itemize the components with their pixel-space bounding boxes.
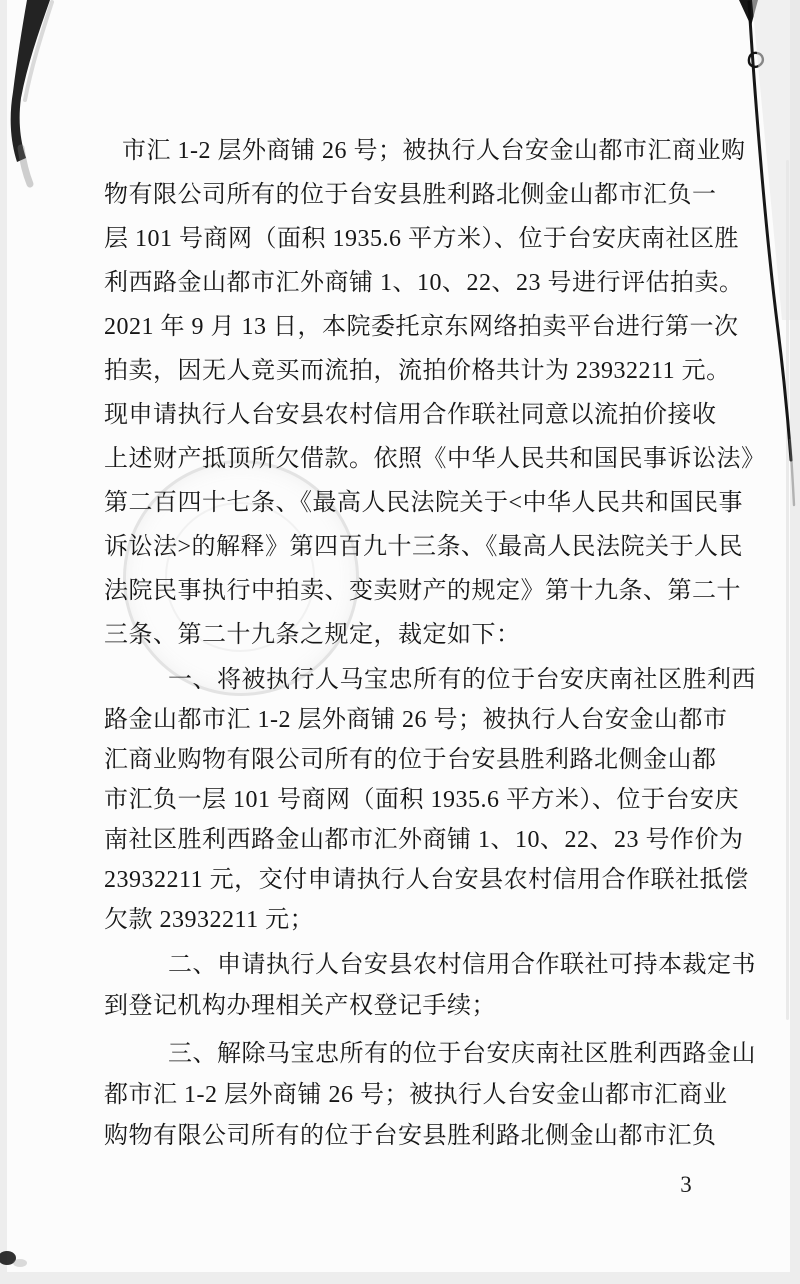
paragraph	[104, 660, 756, 940]
paragraph	[104, 945, 756, 1027]
text-line: 现申请执行人台安县农村信用合作联社同意以流拍价接收	[104, 402, 717, 428]
text-line: 欠款 23932211 元；	[104, 907, 315, 933]
text-line: 诉讼法>的解释》第四百九十三条、《最高人民法院关于人民	[104, 534, 744, 560]
text-line: 购物有限公司所有的位于台安县胜利路北侧金山都市汇负	[104, 1123, 717, 1149]
text-line: 上述财产抵顶所欠借款。依照《中华人民共和国民事诉讼法》	[104, 446, 766, 472]
text-line: 市汇 1-2 层外商铺 26 号；被执行人台安金山都市汇商业购	[122, 138, 746, 164]
text-line: 三条、第二十九条之规定，裁定如下：	[104, 622, 521, 648]
text-line: 南社区胜利西路金山都市汇外商铺 1、10、22、23 号作价为	[104, 827, 744, 853]
text-line: 三、解除马宝忠所有的位于台安庆南社区胜利西路金山	[168, 1041, 756, 1067]
text-line: 二、申请执行人台安县农村信用合作联社可持本裁定书	[168, 952, 756, 978]
text-line: 拍卖，因无人竞买而流拍，流拍价格共计为 23932211 元。	[104, 358, 731, 384]
text-line: 利西路金山都市汇外商铺 1、10、22、23 号进行评估拍卖。	[104, 270, 744, 296]
text-block	[104, 129, 766, 1157]
text-line: 第二百四十七条、《最高人民法院关于<中华人民共和国民事	[104, 490, 744, 516]
text-line: 汇商业购物有限公司所有的位于台安县胜利路北侧金山都	[104, 747, 717, 773]
text-line: 2021 年 9 月 13 日，本院委托京东网络拍卖平台进行第一次	[104, 314, 739, 340]
page-edge-shadow	[786, 160, 789, 1020]
paragraph	[104, 129, 766, 657]
text-line: 到登记机构办理相关产权登记手续；	[104, 993, 496, 1019]
text-line: 23932211 元，交付申请执行人台安县农村信用合作联社抵偿	[104, 867, 749, 893]
text-line: 物有限公司所有的位于台安县胜利路北侧金山都市汇负一	[104, 182, 717, 208]
page-number: 3	[680, 1172, 692, 1197]
text-line: 法院民事执行中拍卖、变卖财产的规定》第十九条、第二十	[104, 578, 741, 604]
text-line: 都市汇 1-2 层外商铺 26 号；被执行人台安金山都市汇商业	[104, 1082, 728, 1108]
text-line: 层 101 号商网（面积 1935.6 平方米）、位于台安庆南社区胜	[104, 226, 739, 252]
paragraph	[104, 1034, 756, 1157]
text-line: 市汇负一层 101 号商网（面积 1935.6 平方米）、位于台安庆	[104, 787, 739, 813]
text-line: 一、将被执行人马宝忠所有的位于台安庆南社区胜利西	[168, 667, 756, 693]
page-edge-line-fade-icon	[790, 440, 794, 505]
text-line: 路金山都市汇 1-2 层外商铺 26 号；被执行人台安金山都市	[104, 707, 728, 733]
